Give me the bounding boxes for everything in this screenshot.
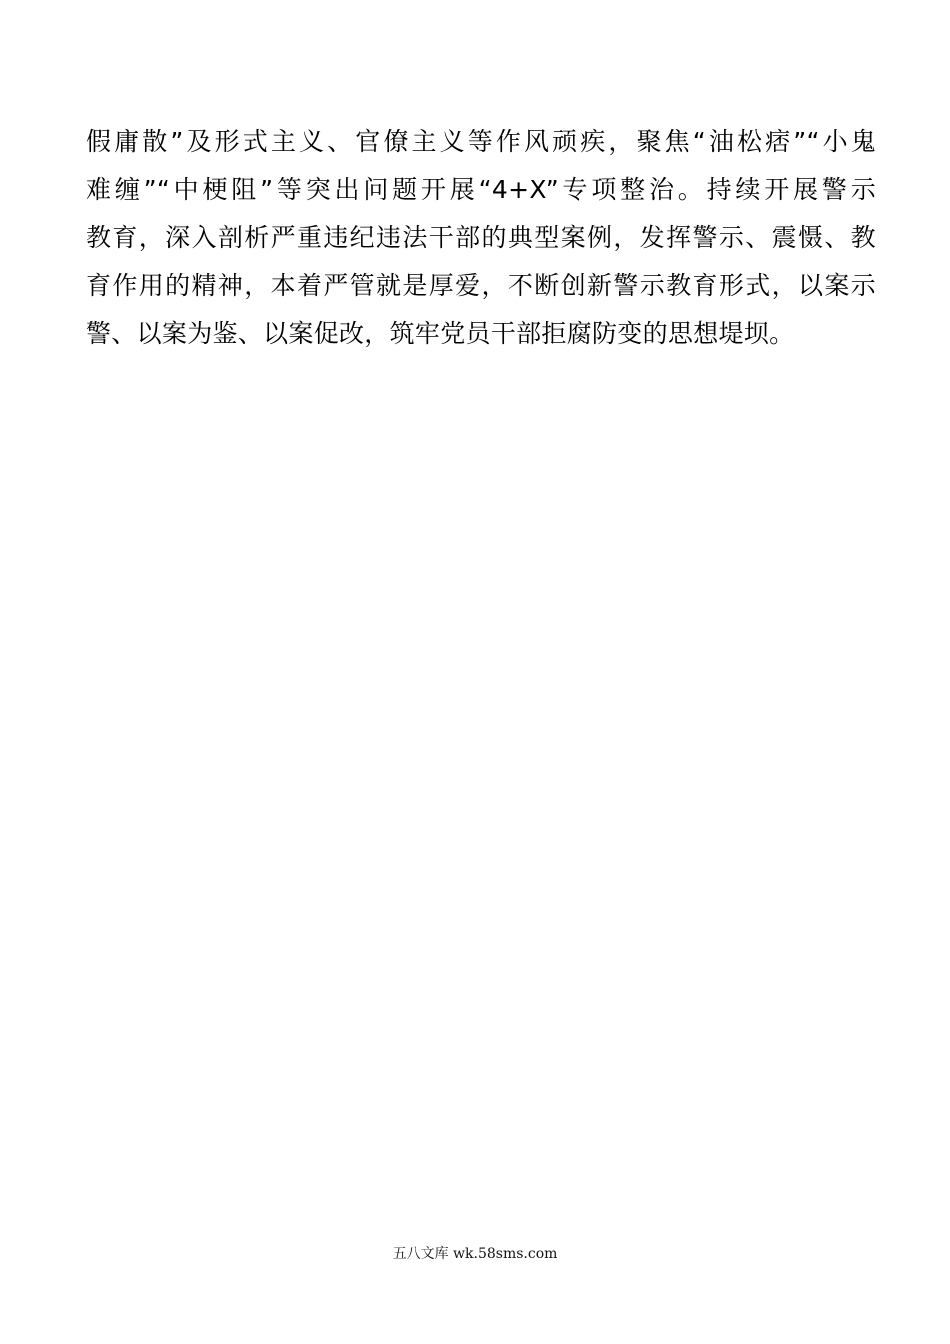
paragraph-line: 警、以案为鉴、以案促改，筑牢党员干部拒腐防变的思想堤坝。 <box>86 319 795 348</box>
paragraph-line: 育作用的精神，本着严管就是厚爱，不断创新警示教育形式，以案示 <box>86 271 876 300</box>
paragraph-line: 假庸散”及形式主义、官僚主义等作风顽疾，聚焦“油松痞”“小鬼 <box>86 127 876 156</box>
paragraph-line: 教育，深入剖析严重违纪违法干部的典型案例，发挥警示、震慑、教 <box>86 223 876 252</box>
body-paragraph <box>86 118 876 358</box>
footer-watermark: 五八文库 wk.58sms.com <box>392 1246 558 1262</box>
paragraph-line: 难缠”“中梗阻”等突出问题开展“4+X”专项整治。持续开展警示 <box>86 175 876 204</box>
